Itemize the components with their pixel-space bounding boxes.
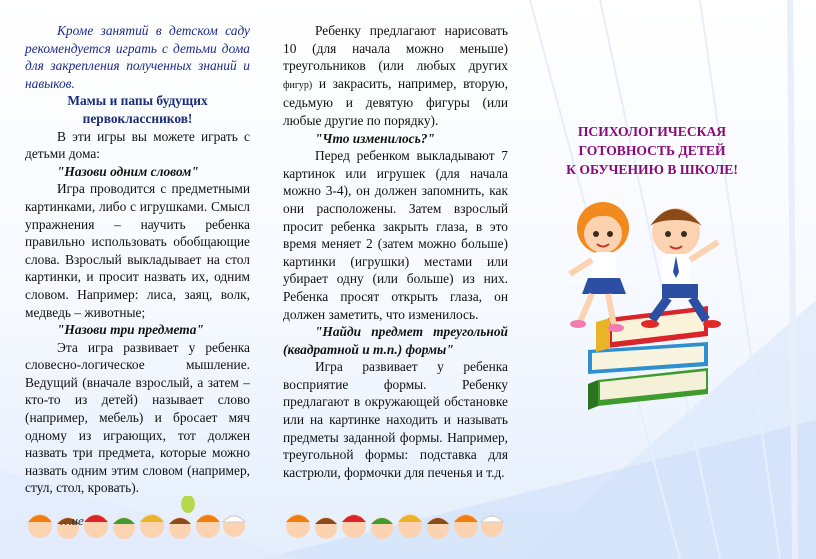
game2-text: Эта игра развивает у ребенка словесно-логическое мышление. Ведущий (вначале взрослый, а затем – кто-то из детей) называет слово (например, мебель) и бросает мяч одному из играющих, тот должен назвать три предмета, которые можно назвать одним этим словом (например, стул, стол, кровать). xyxy=(25,339,250,496)
intro-paragraph: Кроме занятий в детском саду рекомендуется играть с детьми дома для закрепления полученных знаний и навыков. xyxy=(25,23,250,91)
kids-on-books-illustration xyxy=(548,190,758,422)
game3-text: Перед ребенком выкладывают 7 картинок или игрушек (для начала можно 3-4), он должен запомнить, как они расположены. Затем взрослый просит ребенка закрыть глаза, в это время меняет 2 (затем можно больше) картинки (игрушки) местами или убирает одну (или больше) из них. Ребенка просят открыть глаза, он должен заметить, что изменилось. xyxy=(283,148,508,322)
brochure-title xyxy=(548,122,756,179)
draw-paragraph xyxy=(283,22,508,130)
kids-faces-icon xyxy=(286,514,503,539)
draw-text-a: Ребенку предлагают нарисовать 10 (для начала можно меньше) треугольников (или любых других xyxy=(283,23,508,74)
parents-greeting: Мамы и папы будущих первоклассников! xyxy=(67,93,208,126)
game4-text: Игра развивает у ребенка восприятие формы. Ребенку предлагают в окружающей обстановке или на картинке находить и называть предметы заданной формы. Например, треугольной формы: подставка для кастрюли, формочки для печенья и т.д. xyxy=(283,359,508,480)
kids-border-middle xyxy=(278,496,510,546)
game2-title: "Назови три предмета" xyxy=(57,322,204,338)
title-line-1: ПСИХОЛОГИЧЕСКАЯ xyxy=(577,124,727,139)
kids-border-left xyxy=(20,496,252,546)
left-column xyxy=(25,22,250,497)
games-intro: В эти игры вы можете играть с детьми дома: xyxy=(25,128,250,162)
middle-column xyxy=(283,22,508,481)
draw-text-b: и закрасить, например, вторую, седьмую и девятую фигуры (или любые другие по порядку). xyxy=(283,75,508,128)
girl-figure-icon xyxy=(570,202,629,332)
game1-text: Игра проводится с предметными картинками, либо с игрушками. Смысл упражнения – научить ребенка правильно использовать обобщающие слова. Взрослый выкладывает на стол картинки, и просит назвать их, одним словом. Например: лиса, заяц, волк, медведь – животные; xyxy=(25,181,250,320)
game1-title: "Назови одним словом" xyxy=(57,163,199,179)
title-line-2: ГОТОВНОСТЬ ДЕТЕЙ xyxy=(578,143,726,158)
game4-title: "Найди предмет треугольной (квадратной и т.п.) формы" xyxy=(283,324,508,357)
bottom-fragment-text: …ие xyxy=(60,513,84,528)
game3-title: "Что изменилось?" xyxy=(315,130,435,146)
draw-text-small: фигур) xyxy=(283,79,313,91)
title-line-3: К ОБУЧЕНИЮ В ШКОЛЕ! xyxy=(566,162,738,177)
